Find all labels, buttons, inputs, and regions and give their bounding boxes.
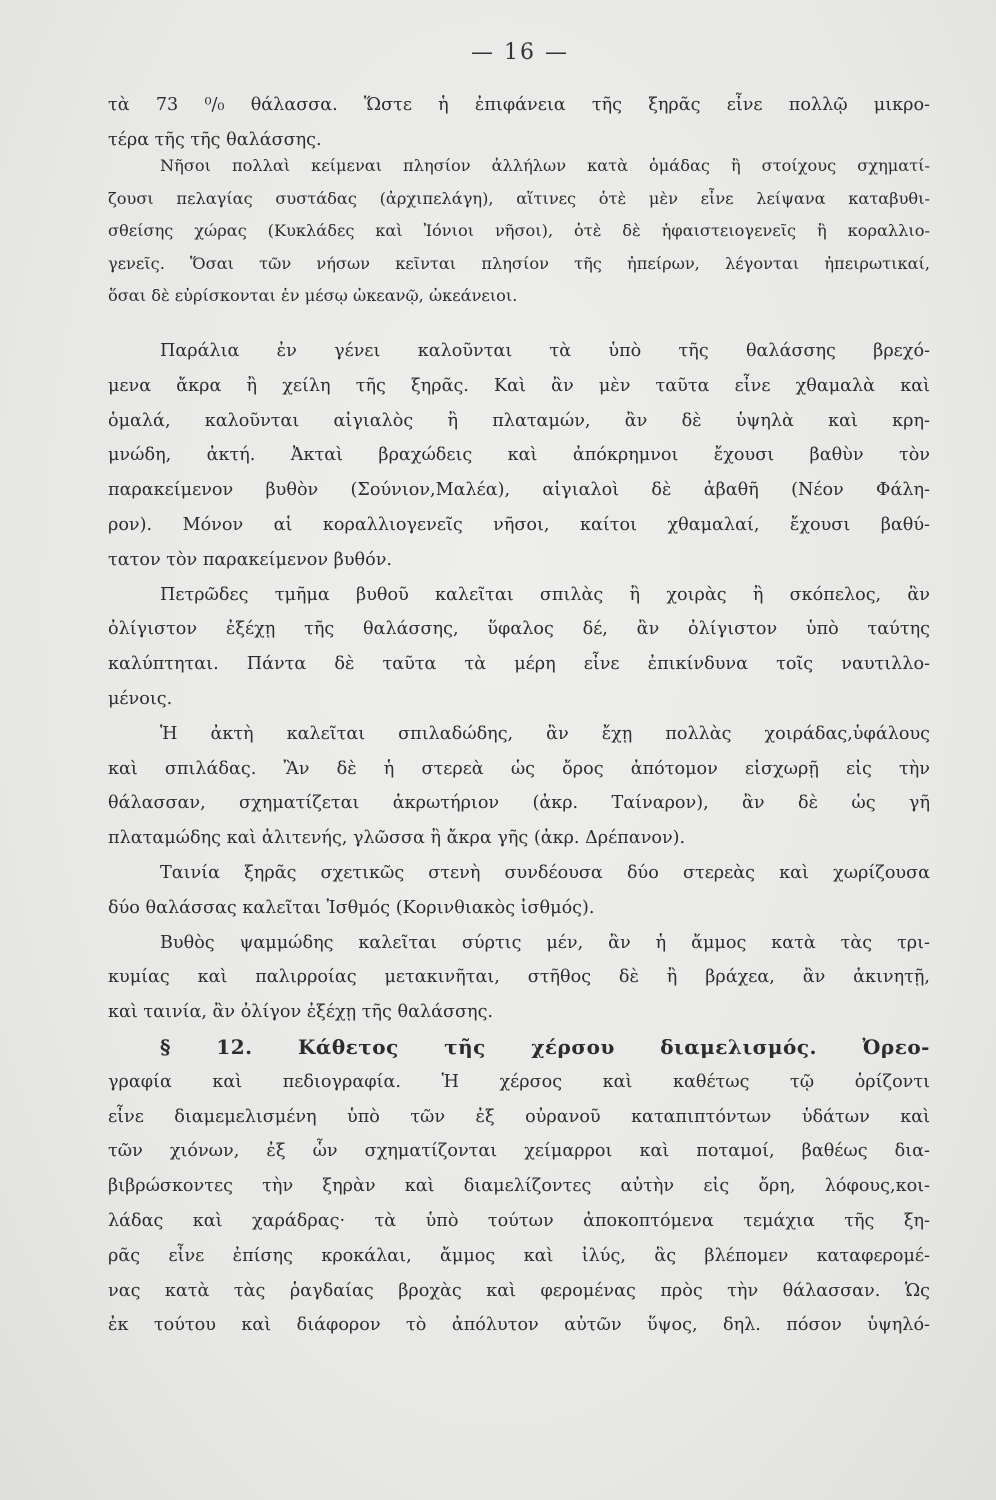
text-line: Βυθὸς ψαμμώδης καλεῖται σύρτις μέν, ἂν ἡ ἄμμος κατὰ τὰς τρι- — [160, 932, 930, 953]
text-line: τῶν χιόνων, ἐξ ὧν σχηματίζονται χείμαρροι καὶ ποταμοί, βαθέως δια- — [108, 1141, 930, 1162]
text-line: γενεῖς. Ὅσαι τῶν νήσων κεῖνται πλησίον τῆς ἠπείρων, λέγονται ἠπειρωτικαί, — [108, 253, 930, 273]
text-line: δύο θαλάσσας καλεῖται Ἰσθμός (Κορινθιακὸς ἰσθμός). — [108, 897, 595, 918]
text-line: ρᾶς εἶνε ἐπίσης κροκάλαι, ἄμμος καὶ ἰλύς, ἃς βλέπομεν καταφερομέ- — [108, 1245, 930, 1266]
text-line: ἐκ τούτου καὶ διάφορον τὸ ἀπόλυτον αὐτῶν ὕψος, δηλ. πόσον ὑψηλό- — [108, 1315, 930, 1336]
text-line: καὶ σπιλάδας. Ἂν δὲ ἡ στερεὰ ὡς ὄρος ἀπότομον εἰσχωρῇ εἰς τὴν — [108, 758, 930, 779]
text-line: Ταινία ξηρᾶς σχετικῶς στενὴ συνδέουσα δύο στερεὰς καὶ χωρίζουσα — [160, 862, 930, 883]
text-line: γραφία καὶ πεδιογραφία. Ἡ χέρσος καὶ καθέτως τῷ ὁρίζοντι — [108, 1071, 930, 1092]
text-line: καὶ ταινία, ἂν ὀλίγον ἐξέχῃ τῆς θαλάσσης. — [108, 1002, 494, 1023]
text-block-top — [108, 88, 930, 158]
text-line: εἶνε διαμεμελισμένη ὑπὸ τῶν ἐξ οὐρανοῦ καταπιπτόντων ὑδάτων καὶ — [108, 1106, 930, 1127]
text-line: πλαταμώδης καὶ ἀλιτενής, γλῶσσα ἢ ἄκρα γῆς (ἀκρ. Δρέπανον). — [108, 828, 686, 849]
text-line: ὁμαλά, καλοῦνται αἰγιαλὸς ἢ πλαταμών, ἂν δὲ ὑψηλὰ καὶ κρη- — [108, 410, 930, 431]
text-line: μένοις. — [108, 688, 173, 709]
text-line: λάδας καὶ χαράδρας· τὰ ὑπὸ τούτων ἀποκοπτόμενα τεμάχια τῆς ξη- — [108, 1210, 930, 1231]
text-line: τὰ 73 ⁰/₀ θάλασσα. Ὥστε ἡ ἐπιφάνεια τῆς ξηρᾶς εἶνε πολλῷ μικρο- — [108, 95, 930, 115]
page-number: — 16 — — [471, 40, 569, 65]
text-line: ρον). Μόνον αἱ κοραλλιογενεῖς νῆσοι, καίτοι χθαμαλαί, ἔχουσι βαθύ- — [108, 514, 930, 535]
text-line: Πετρῶδες τμῆμα βυθοῦ καλεῖται σπιλὰς ἢ χοιρὰς ἢ σκόπελος, ἂν — [160, 584, 930, 605]
text-line: μενα ἄκρα ἢ χείλη τῆς ξηρᾶς. Καὶ ἂν μὲν ταῦτα εἶνε χθαμαλὰ καὶ — [108, 375, 930, 396]
text-line: ὅσαι δὲ εὑρίσκονται ἐν μέσῳ ὠκεανῷ, ὠκεάνειοι. — [108, 286, 518, 306]
text-block-islands — [108, 150, 930, 313]
text-block-main — [108, 334, 930, 1343]
text-line: σθείσης χώρας (Κυκλάδες καὶ Ἰόνιοι νῆσοι), ὁτὲ δὲ ἡφαιστειογενεῖς ἢ κοραλλιο- — [108, 221, 930, 241]
text-line: βιβρώσκοντες τὴν ξηρὰν καὶ διαμελίζοντες αὐτὴν εἰς ὄρη, λόφους,κοι- — [108, 1176, 930, 1197]
text-line: ζουσι πελαγίας συστάδας (ἀρχιπελάγη), αἵτινες ὁτὲ μὲν εἶνε λείψανα καταβυθι- — [108, 188, 930, 208]
text-line: τατον τὸν παρακείμενον βυθόν. — [108, 549, 392, 570]
text-line: καλύπτηται. Πάντα δὲ ταῦτα τὰ μέρη εἶνε ἐπικίνδυνα τοῖς ναυτιλλο- — [108, 654, 930, 675]
text-line: κυμίας καὶ παλιρροίας μετακινῆται, στῆθος δὲ ἢ βράχεα, ἂν ἀκινητῇ, — [108, 967, 930, 988]
text-line: νας κατὰ τὰς ῥαγδαίας βροχὰς καὶ φερομένας πρὸς τὴν θάλασσαν. Ὡς — [108, 1280, 930, 1301]
text-line: Ἡ ἀκτὴ καλεῖται σπιλαδώδης, ἂν ἔχῃ πολλὰς χοιράδας,ὑφάλους — [160, 723, 930, 744]
text-line: Νῆσοι πολλαὶ κείμεναι πλησίον ἀλλήλων κατὰ ὁμάδας ἢ στοίχους σχηματί- — [160, 156, 930, 175]
text-line: Παράλια ἐν γένει καλοῦνται τὰ ὑπὸ τῆς θαλάσσης βρεχό- — [160, 341, 930, 361]
text-line: τέρα τῆς τῆς θαλάσσης. — [108, 129, 322, 150]
text-line: θάλασσαν, σχηματίζεται ἀκρωτήριον (ἀκρ. Ταίναρον), ἂν δὲ ὡς γῆ — [108, 793, 930, 814]
text-line: μνώδη, ἀκτή. Ἀκταὶ βραχώδεις καὶ ἀπόκρημνοι ἔχουσι βαθὺν τὸν — [108, 445, 930, 466]
text-line: ὀλίγιστον ἐξέχῃ τῆς θαλάσσης, ὕφαλος δέ, ἂν ὀλίγιστον ὑπὸ ταύτης — [108, 619, 930, 640]
section-heading-line: § 12. Κάθετος τῆς χέρσου διαμελισμός. Ὀρεο- — [160, 1034, 930, 1059]
text-line: παρακείμενον βυθὸν (Σούνιον,Μαλέα), αἰγιαλοὶ δὲ ἀβαθῆ (Νέον Φάλη- — [108, 480, 930, 501]
